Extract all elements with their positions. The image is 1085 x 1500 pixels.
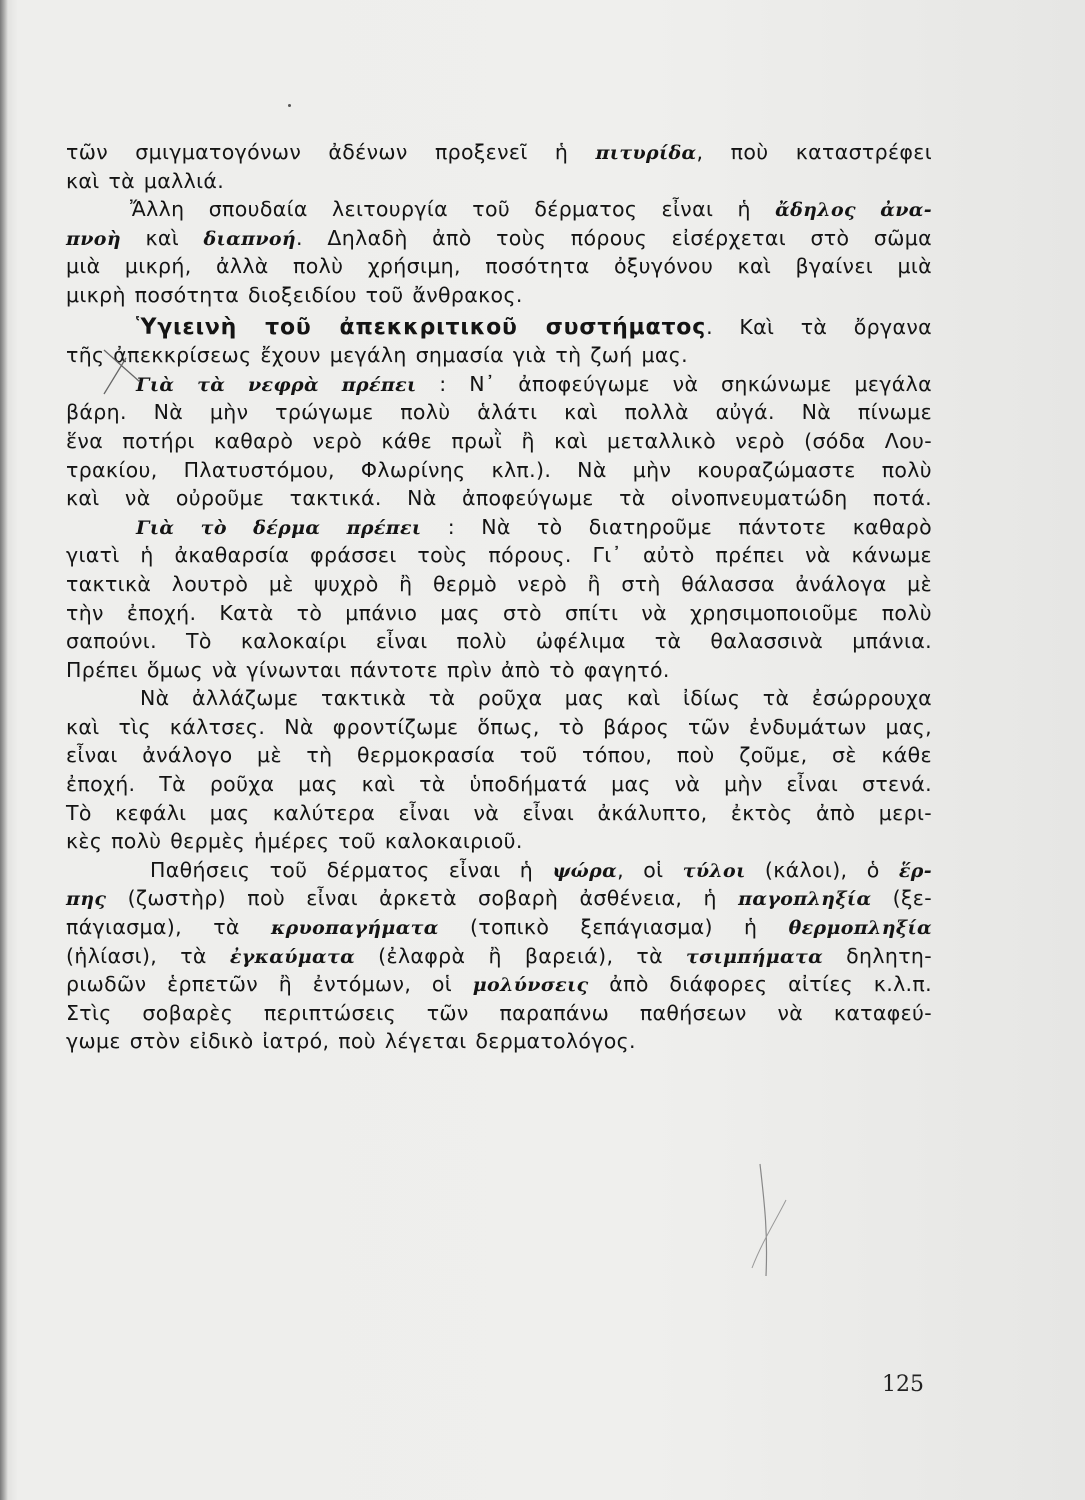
text-run: . Καὶ τὰ ὄργανα <box>706 314 932 339</box>
text-line <box>66 370 932 399</box>
page-edge-shadow <box>0 0 8 1500</box>
text-line <box>66 913 932 942</box>
text-run: καὶ <box>120 225 204 250</box>
text-run: Ἄλλη σπουδαία λειτουργία τοῦ δέρματος εἶναι ἡ <box>130 197 776 222</box>
text-run: καὶ νὰ οὐροῦμε τακτικά. Νὰ ἀποφεύγωμε τὰ οἰνοπνευματώδη ποτά. <box>66 486 932 511</box>
text-run: μικρὴ ποσότητα διοξειδίου τοῦ ἄνθρακος. <box>66 282 523 307</box>
text-run: ἐποχή. Τὰ ροῦχα μας καὶ τὰ ὑποδήματά μας νὰ μὴν εἶναι στενά. <box>66 772 932 797</box>
emphasized-term: παγοπληξία <box>738 888 872 911</box>
text-run: Νὰ ἀλλάζωμε τακτικὰ τὰ ροῦχα μας καὶ ἰδίως τὰ ἐσώρρουχα <box>140 686 932 711</box>
text-run: (ἡλίασι), τὰ <box>66 943 230 968</box>
text-run: ἕνα ποτήρι καθαρὸ νερὸ κάθε πρωῒ ἢ καὶ μεταλλικὸ νερὸ (σόδα Λου- <box>66 428 932 453</box>
text-run: ριωδῶν ἑρπετῶν ἢ ἐντόμων, οἱ <box>66 972 473 997</box>
text-line <box>66 713 932 742</box>
text-line <box>66 313 932 342</box>
text-run: γιατὶ ἡ ἀκαθαρσία φράσσει τοὺς πόρους. Γι᾽ αὐτὸ πρέπει νὰ κάνωμε <box>66 543 932 568</box>
text-line <box>66 599 932 628</box>
text-line <box>66 513 932 542</box>
emphasized-term: πης <box>66 888 107 911</box>
text-run: εἶναι ἀνάλογο μὲ τὴ θερμοκρασία τοῦ τόπου, ποὺ ζοῦμε, σὲ κάθε <box>66 743 932 768</box>
emphasized-term: ἕρ- <box>898 859 932 882</box>
text-line <box>66 224 932 253</box>
text-line <box>66 856 932 885</box>
section-heading: Ὑγιεινὴ τοῦ ἀπεκκριτικοῦ συστήματος <box>136 314 707 340</box>
emphasized-term: θερμοπληξία <box>788 917 933 940</box>
text-run: τακτικὰ λουτρὸ μὲ ψυχρὸ ἢ θερμὸ νερὸ ἢ στὴ θάλασσα ἀνάλογα μὲ <box>66 571 932 596</box>
text-run: Πρέπει ὅμως νὰ γίνωνται πάντοτε πρὶν ἀπὸ τὸ φαγητό. <box>66 657 670 682</box>
text-line <box>66 656 932 685</box>
text-run: (ξε- <box>871 886 932 911</box>
text-line <box>66 484 932 513</box>
text-line <box>66 570 932 599</box>
text-line <box>66 884 932 913</box>
text-run: (τοπικὸ ξεπάγιασμα) ἡ <box>438 915 789 940</box>
paper-speck <box>288 104 291 107</box>
emphasized-term: ψώρα <box>552 859 618 882</box>
text-run: μιὰ μικρή, ἀλλὰ πολὺ χρήσιμη, ποσότητα ὀξυγόνου καὶ βγαίνει μιὰ <box>66 254 932 279</box>
emphasized-term: πιτυρίδα <box>595 142 697 164</box>
text-run: : Ν᾽ ἀποφεύγωμε νὰ σηκώνωμε μεγάλα <box>416 371 932 396</box>
text-line <box>66 252 932 281</box>
text-run: (κάλοι), ὁ <box>745 857 899 882</box>
emphasized-term: κρυοπαγήματα <box>271 917 439 940</box>
emphasized-term: μολύνσεις <box>472 974 589 997</box>
text-line <box>66 770 932 799</box>
text-run: δηλητη- <box>823 943 932 968</box>
pencil-margin-mark <box>738 1160 798 1280</box>
emphasized-term: Γιὰ τὸ δέρμα πρέπει <box>136 516 422 539</box>
emphasized-term: τσιμπήματα <box>686 945 824 968</box>
text-line <box>66 398 932 427</box>
text-run: Παθήσεις τοῦ δέρματος εἶναι ἡ <box>150 857 553 882</box>
text-line <box>66 1027 932 1056</box>
text-line <box>66 684 932 713</box>
page-number: 125 <box>882 1372 924 1397</box>
text-line <box>66 456 932 485</box>
text-line <box>66 827 932 856</box>
emphasized-term: διαπνοή <box>203 227 297 250</box>
text-run: σαπούνι. Τὸ καλοκαίρι εἶναι πολὺ ὠφέλιμα τὰ θαλασσινὰ μπάνια. <box>66 629 932 654</box>
text-line <box>66 541 932 570</box>
text-run: πάγιασμα), τὰ <box>66 915 272 940</box>
text-run: : Νὰ τὸ διατηροῦμε πάντοτε καθαρὸ <box>421 514 932 539</box>
text-line <box>66 999 932 1028</box>
text-line <box>66 138 932 167</box>
text-line <box>66 970 932 999</box>
emphasized-term: πνοὴ <box>66 227 121 250</box>
pencil-cross-mark <box>100 346 146 402</box>
text-run: Στὶς σοβαρὲς περιπτώσεις τῶν παραπάνω παθήσεων νὰ καταφεύ- <box>66 1000 932 1025</box>
text-run: κὲς πολὺ θερμὲς ἡμέρες τοῦ καλοκαιριοῦ. <box>66 829 523 854</box>
text-line <box>66 281 932 310</box>
text-run: , ποὺ καταστρέφει <box>696 140 932 164</box>
emphasized-term: ἄδηλος ἀνα- <box>775 199 933 222</box>
text-line <box>66 195 932 224</box>
text-run: τῆς ἀπεκκρίσεως ἔχουν μεγάλη σημασία γιὰ τὴ ζωή μας. <box>66 343 689 368</box>
text-line <box>66 942 932 971</box>
text-line <box>66 799 932 828</box>
text-run: . Δηλαδὴ ἀπὸ τοὺς πόρους εἰσέρχεται στὸ σῶμα <box>296 225 932 250</box>
text-run: (ζωστὴρ) ποὺ εἶναι ἀρκετὰ σοβαρὴ ἀσθένεια, ἡ <box>106 886 739 911</box>
text-line <box>66 627 932 656</box>
page-body-text <box>66 138 932 1056</box>
text-line <box>66 167 932 196</box>
text-run: βάρη. Νὰ μὴν τρώγωμε πολὺ ἁλάτι καὶ πολλὰ αὐγά. Νὰ πίνωμε <box>66 400 932 425</box>
text-run: Τὸ κεφάλι μας καλύτερα εἶναι νὰ εἶναι ἀκάλυπτο, ἐκτὸς ἀπὸ μερι- <box>66 800 932 825</box>
text-run: τῶν σμιγματογόνων ἀδένων προξενεῖ ἡ <box>66 140 596 164</box>
text-run: , οἱ <box>617 857 683 882</box>
text-run: ἀπὸ διάφορες αἰτίες κ.λ.π. <box>588 972 932 997</box>
text-line <box>66 427 932 456</box>
text-run: (ἐλαφρὰ ἢ βαρειά), τὰ <box>355 943 687 968</box>
text-run: τὴν ἐποχή. Κατὰ τὸ μπάνιο μας στὸ σπίτι νὰ χρησιμοποιοῦμε πολὺ <box>66 600 932 625</box>
text-run: καὶ τὰ μαλλιά. <box>66 168 225 193</box>
text-line <box>66 741 932 770</box>
emphasized-term: ἐγκαύματα <box>229 945 356 968</box>
text-run: τρακίου, Πλατυστόμου, Φλωρίνης κλπ.). Νὰ μὴν κουραζώμαστε πολὺ <box>66 457 932 482</box>
text-run: καὶ τὶς κάλτσες. Νὰ φροντίζωμε ὅπως, τὸ βάρος τῶν ἐνδυμάτων μας, <box>66 714 932 739</box>
emphasized-term: τύλοι <box>682 859 746 882</box>
emphasized-term: Γιὰ τὰ νεφρὰ πρέπει <box>136 373 417 396</box>
text-run: γωμε στὸν εἰδικὸ ἰατρό, ποὺ λέγεται δερματολόγος. <box>66 1029 636 1054</box>
text-line <box>66 341 932 370</box>
